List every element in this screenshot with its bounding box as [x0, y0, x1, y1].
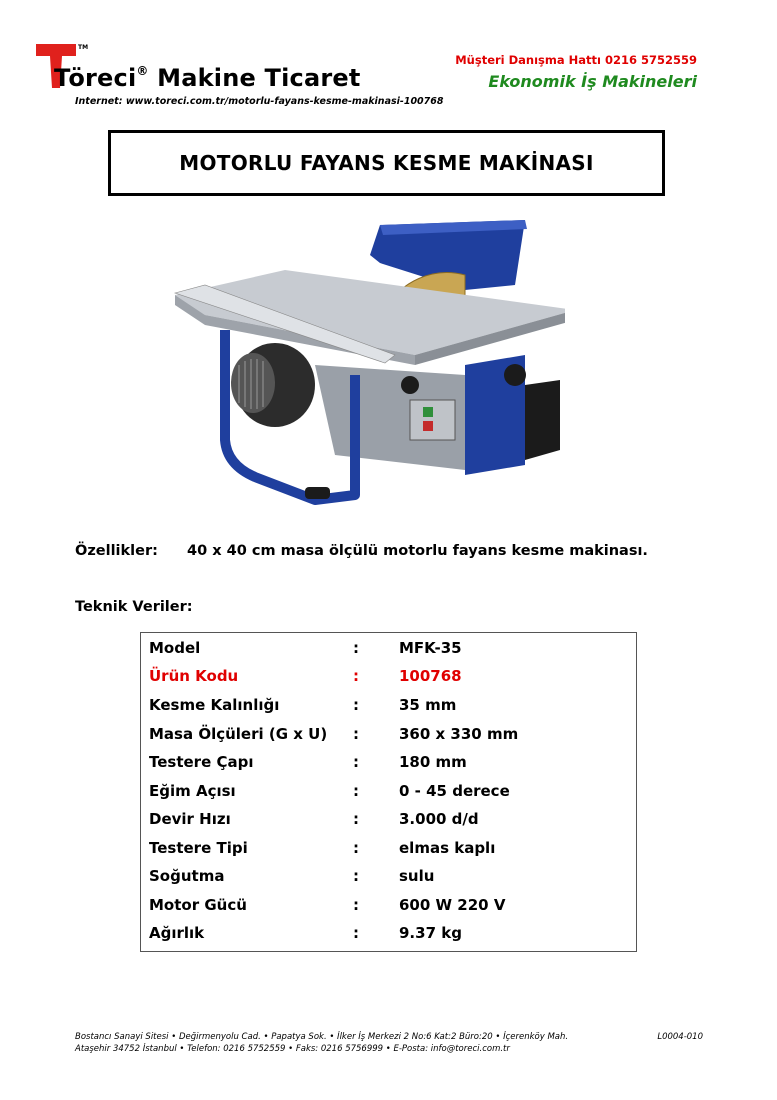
spec-separator: :: [353, 782, 359, 800]
footer-address-line-1: Bostancı Sanayi Sitesi • Değirmenyolu Cad. • Papatya Sok. • İlker İş Merkezi 2 No:6 Kat:2 Büro:20 • İçerenköy Mah.: [75, 1032, 569, 1042]
spec-key: Eğim Açısı: [149, 782, 236, 800]
spec-key: Devir Hızı: [149, 810, 231, 828]
spec-value: sulu: [399, 867, 435, 885]
features-label: Özellikler:: [75, 543, 158, 559]
spec-separator: :: [353, 639, 359, 657]
spec-value: 180 mm: [399, 753, 467, 771]
spec-table: [140, 632, 637, 952]
features-text: 40 x 40 cm masa ölçülü motorlu fayans kesme makinası.: [187, 543, 648, 559]
tech-data-heading: Teknik Veriler:: [75, 599, 193, 615]
spec-value: 0 - 45 derece: [399, 782, 510, 800]
spec-separator: :: [353, 753, 359, 771]
spec-value: 35 mm: [399, 696, 457, 714]
spec-separator: :: [353, 839, 359, 857]
spec-separator: :: [353, 725, 359, 743]
spec-key: Motor Gücü: [149, 896, 247, 914]
spec-value: 600 W 220 V: [399, 896, 506, 914]
spec-key: Model: [149, 639, 201, 657]
spec-key: Masa Ölçüleri (G x U): [149, 725, 328, 743]
spec-value: elmas kaplı: [399, 839, 496, 857]
spec-separator: :: [353, 667, 359, 685]
page-title: MOTORLU FAYANS KESME MAKİNASI: [179, 151, 594, 175]
spec-value: 100768: [399, 667, 462, 685]
spec-separator: :: [353, 896, 359, 914]
trademark-mark: TM: [78, 44, 89, 51]
spec-key: Soğutma: [149, 867, 225, 885]
company-name-rest: Makine Ticaret: [157, 64, 361, 92]
spec-separator: :: [353, 867, 359, 885]
company-name: [54, 64, 361, 92]
spec-key: Testere Çapı: [149, 753, 254, 771]
spec-key: Ürün Kodu: [149, 667, 239, 685]
spec-value: MFK-35: [399, 639, 462, 657]
title-box: [108, 130, 665, 196]
spec-separator: :: [353, 696, 359, 714]
web-address: Internet: www.toreci.com.tr/motorlu-fayans-kesme-makinasi-100768: [75, 96, 444, 107]
spec-value: 3.000 d/d: [399, 810, 479, 828]
features-line: [75, 543, 648, 559]
spec-key: Testere Tipi: [149, 839, 248, 857]
spec-value: 360 x 330 mm: [399, 725, 519, 743]
spec-separator: :: [353, 810, 359, 828]
footer-address-line-2: Ataşehir 34752 İstanbul • Telefon: 0216 5752559 • Faks: 0216 5756999 • E-Posta: info@toreci.com.tr: [75, 1044, 510, 1054]
spec-separator: :: [353, 924, 359, 942]
brand-name: Töreci: [54, 64, 137, 92]
product-image: [165, 215, 565, 515]
spec-value: 9.37 kg: [399, 924, 462, 942]
registered-mark: ®: [136, 64, 149, 78]
tagline: Ekonomik İş Makineleri: [488, 72, 697, 91]
spec-key: Ağırlık: [149, 924, 205, 942]
spec-key: Kesme Kalınlığı: [149, 696, 280, 714]
document-code: L0004-010: [657, 1032, 703, 1042]
hotline: Müşteri Danışma Hattı 0216 5752559: [455, 53, 697, 67]
